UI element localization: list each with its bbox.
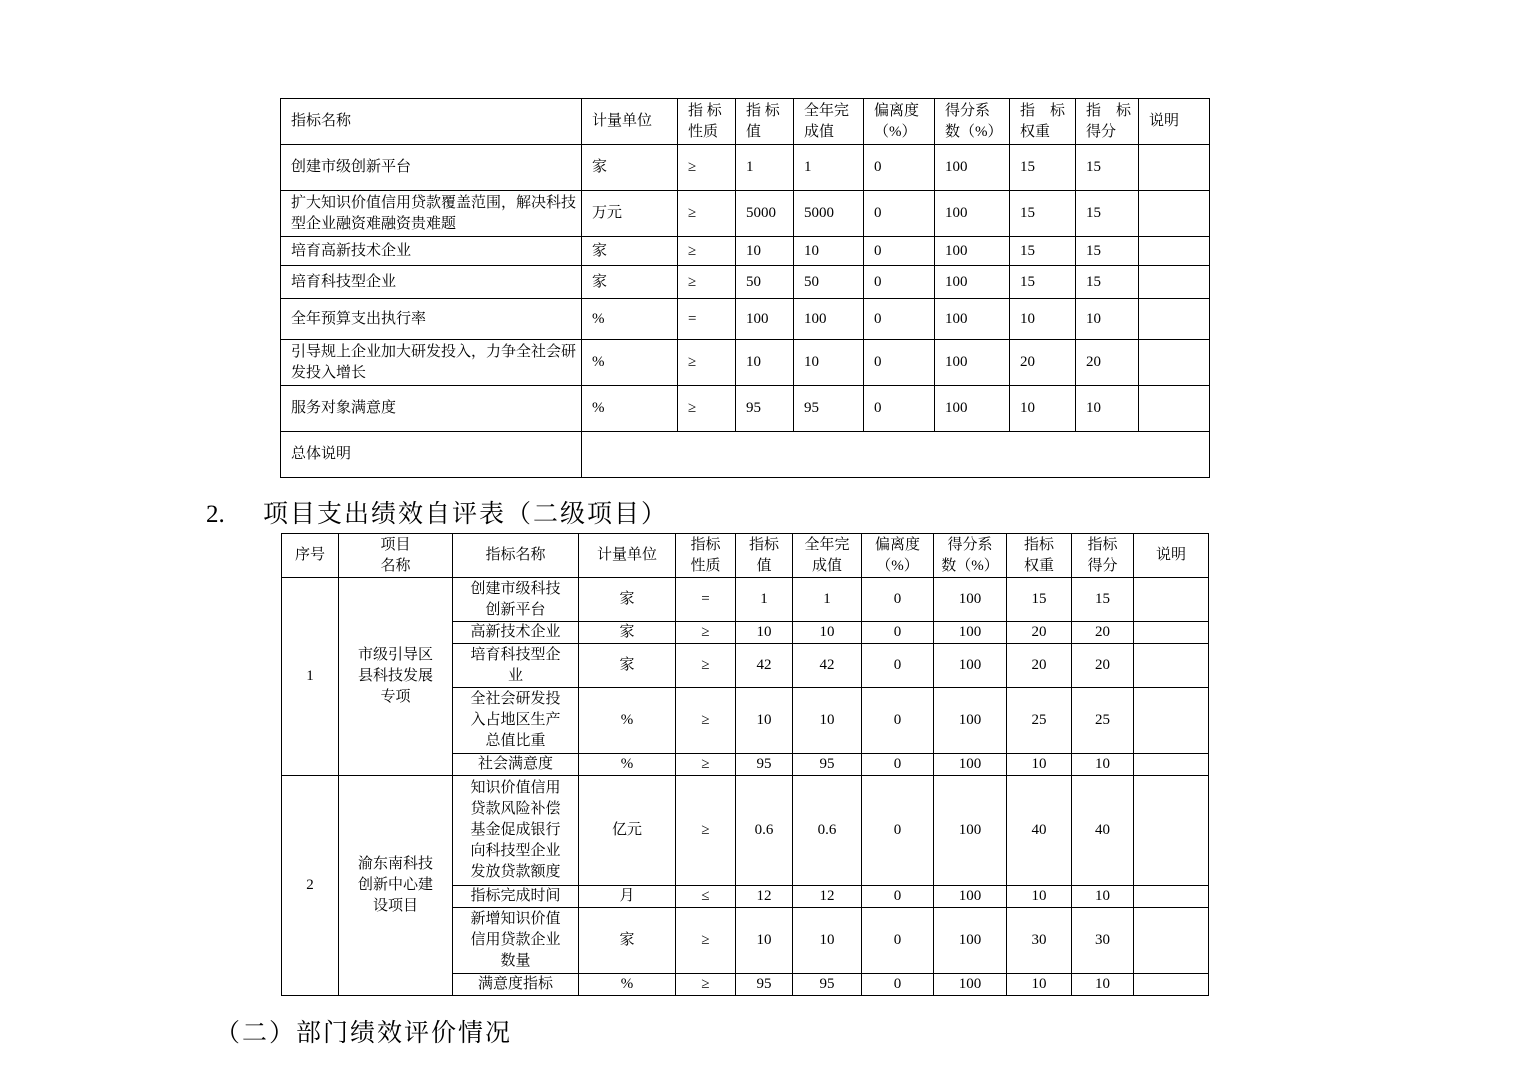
- table-cell: 全社会研发投 入占地区生产 总值比重: [453, 688, 579, 754]
- table-cell: 12: [736, 886, 793, 908]
- table-cell: [1134, 886, 1209, 908]
- table-cell: ≥: [678, 266, 736, 299]
- table-cell: 10: [736, 237, 794, 266]
- header-cell: 得分系 数（%）: [934, 534, 1007, 578]
- table-cell: ≥: [676, 908, 736, 974]
- table-cell: [1139, 299, 1210, 340]
- table-cell: 培育科技型企 业: [453, 644, 579, 688]
- table-cell: 10: [1010, 299, 1076, 340]
- table-cell: 万元: [582, 191, 678, 237]
- table-cell: 1: [736, 145, 794, 191]
- table-cell: 15: [1010, 237, 1076, 266]
- table-cell: [1134, 688, 1209, 754]
- table-cell: [1139, 340, 1210, 386]
- table-cell: 10: [794, 237, 864, 266]
- table-cell: 12: [793, 886, 862, 908]
- table-cell: 0: [862, 644, 934, 688]
- table-cell: 0: [862, 974, 934, 996]
- table-cell: 0: [864, 237, 935, 266]
- header-cell: 计量单位: [579, 534, 676, 578]
- table-cell: 42: [793, 644, 862, 688]
- table-cell: 10: [1007, 754, 1072, 776]
- table-row: [281, 386, 1210, 432]
- table-cell: 100: [934, 908, 1007, 974]
- table-cell: 10: [736, 622, 793, 644]
- table-cell: [1134, 776, 1209, 886]
- table-cell: 95: [736, 386, 794, 432]
- table-cell: 100: [935, 145, 1010, 191]
- header-cell: 指标名称: [453, 534, 579, 578]
- table-cell: 95: [793, 754, 862, 776]
- table-cell: ≥: [678, 145, 736, 191]
- header-cell: 说明: [1134, 534, 1209, 578]
- table-cell: ≥: [678, 237, 736, 266]
- section-title: 项目支出绩效自评表（二级项目）: [263, 499, 669, 528]
- table-cell: 家: [579, 622, 676, 644]
- header-cell: 说明: [1139, 99, 1210, 145]
- table-cell: 10: [1007, 886, 1072, 908]
- table-cell: 15: [1010, 266, 1076, 299]
- table-cell: 家: [579, 908, 676, 974]
- table-cell: 10: [1076, 386, 1139, 432]
- table-cell: %: [579, 974, 676, 996]
- table-header-row: [281, 99, 1210, 145]
- table-cell: 培育科技型企业: [281, 266, 582, 299]
- header-cell: 项目 名称: [339, 534, 453, 578]
- table-row: [282, 578, 1209, 622]
- table-cell: [1139, 386, 1210, 432]
- table-cell: 0: [862, 886, 934, 908]
- table-cell: %: [582, 340, 678, 386]
- table-cell: ≥: [678, 340, 736, 386]
- table-cell: 95: [793, 974, 862, 996]
- header-cell: 指标 权重: [1007, 534, 1072, 578]
- table-cell: %: [582, 299, 678, 340]
- header-cell: 指标 性质: [676, 534, 736, 578]
- table-cell: 0: [864, 340, 935, 386]
- table-cell: 10: [793, 622, 862, 644]
- table-cell: 100: [934, 688, 1007, 754]
- table-cell: [1139, 237, 1210, 266]
- table-cell: 扩大知识价值信用贷款覆盖范围，解决科技型企业融资难融资贵难题: [281, 191, 582, 237]
- table-cell: 月: [579, 886, 676, 908]
- table-cell: 创建市级创新平台: [281, 145, 582, 191]
- table-cell: ≥: [676, 622, 736, 644]
- table-cell: 指标完成时间: [453, 886, 579, 908]
- table-cell: 知识价值信用 贷款风险补偿 基金促成银行 向科技型企业 发放贷款额度: [453, 776, 579, 886]
- table-cell: 0: [864, 299, 935, 340]
- table-cell: [1134, 644, 1209, 688]
- table-cell: 0: [862, 688, 934, 754]
- table-header-row: [282, 534, 1209, 578]
- table-cell: 1: [794, 145, 864, 191]
- table-cell: ≥: [676, 776, 736, 886]
- section-number: 2.: [206, 501, 225, 528]
- table-cell: ≥: [676, 688, 736, 754]
- table-cell: 95: [736, 754, 793, 776]
- header-cell: 全年完 成值: [794, 99, 864, 145]
- table-cell: 100: [934, 974, 1007, 996]
- table-cell: 服务对象满意度: [281, 386, 582, 432]
- table-cell: 20: [1007, 622, 1072, 644]
- header-cell: 指标名称: [281, 99, 582, 145]
- table-cell: 100: [934, 578, 1007, 622]
- header-cell: 全年完 成值: [793, 534, 862, 578]
- header-cell: 指 标 性质: [678, 99, 736, 145]
- header-cell: 指 标 值: [736, 99, 794, 145]
- table-cell: 95: [736, 974, 793, 996]
- header-cell: 指标 得分: [1072, 534, 1134, 578]
- table-cell: 50: [794, 266, 864, 299]
- header-cell: 指标 值: [736, 534, 793, 578]
- table-cell: 家: [579, 578, 676, 622]
- table-cell: 1: [793, 578, 862, 622]
- table-cell: 15: [1010, 191, 1076, 237]
- table-cell: 100: [934, 754, 1007, 776]
- summary-label: 总体说明: [281, 432, 582, 478]
- table-cell: 10: [1072, 754, 1134, 776]
- table-cell: 0: [864, 386, 935, 432]
- header-cell: 序号: [282, 534, 339, 578]
- table-cell: [1134, 622, 1209, 644]
- table-cell: 满意度指标: [453, 974, 579, 996]
- table-cell: 100: [935, 299, 1010, 340]
- table-cell: 全年预算支出执行率: [281, 299, 582, 340]
- table-cell: 家: [582, 237, 678, 266]
- table-cell: 10: [1076, 299, 1139, 340]
- table-cell: [1134, 974, 1209, 996]
- table-cell: [1134, 908, 1209, 974]
- section-heading-project-table: [206, 494, 668, 530]
- table-cell: [1139, 191, 1210, 237]
- table-cell: 10: [1072, 974, 1134, 996]
- header-cell: 指 标 得分: [1076, 99, 1139, 145]
- table-cell: 10: [736, 908, 793, 974]
- table-row: [282, 776, 1209, 886]
- table-cell: %: [579, 754, 676, 776]
- table-cell: 0: [864, 191, 935, 237]
- table-cell: 新增知识价值 信用贷款企业 数量: [453, 908, 579, 974]
- table-cell: 0: [862, 578, 934, 622]
- table-cell: 0: [862, 622, 934, 644]
- header-cell: 计量单位: [582, 99, 678, 145]
- table-cell: 25: [1007, 688, 1072, 754]
- table-cell: 40: [1072, 776, 1134, 886]
- header-cell: 偏离度 （%）: [862, 534, 934, 578]
- project-seq: 2: [282, 776, 339, 996]
- table-cell: ≥: [678, 386, 736, 432]
- table-cell: 高新技术企业: [453, 622, 579, 644]
- table-cell: 亿元: [579, 776, 676, 886]
- table-row: [281, 145, 1210, 191]
- table-cell: 0: [862, 908, 934, 974]
- table-cell: 家: [579, 644, 676, 688]
- table-cell: 100: [935, 191, 1010, 237]
- table-cell: 5000: [736, 191, 794, 237]
- table-cell: 0: [864, 145, 935, 191]
- table-cell: 培育高新技术企业: [281, 237, 582, 266]
- table-cell: [1139, 266, 1210, 299]
- header-cell: 得分系 数（%）: [935, 99, 1010, 145]
- table-cell: 0: [862, 776, 934, 886]
- table-cell: 引导规上企业加大研发投入，力争全社会研发投入增长: [281, 340, 582, 386]
- header-cell: 偏离度 （%）: [864, 99, 935, 145]
- table-cell: 40: [1007, 776, 1072, 886]
- table-row: [281, 191, 1210, 237]
- table-cell: 30: [1007, 908, 1072, 974]
- table-cell: ≥: [678, 191, 736, 237]
- table-cell: 100: [935, 386, 1010, 432]
- table-cell: 15: [1076, 191, 1139, 237]
- table-cell: 50: [736, 266, 794, 299]
- project-indicator-table: [281, 533, 1209, 996]
- table-cell: ≥: [676, 644, 736, 688]
- summary-row: [281, 432, 1210, 478]
- table-cell: 社会满意度: [453, 754, 579, 776]
- table-cell: [1139, 145, 1210, 191]
- table-cell: 10: [793, 688, 862, 754]
- table-row: [281, 299, 1210, 340]
- table-cell: 0: [862, 754, 934, 776]
- table-cell: 15: [1010, 145, 1076, 191]
- section-heading-department-evaluation: （二）部门绩效评价情况: [215, 1018, 513, 1047]
- table-cell: 30: [1072, 908, 1134, 974]
- table-cell: 5000: [794, 191, 864, 237]
- table-cell: 100: [935, 237, 1010, 266]
- table-cell: 20: [1010, 340, 1076, 386]
- table-cell: 20: [1007, 644, 1072, 688]
- table-cell: 0.6: [736, 776, 793, 886]
- table-cell: 0.6: [793, 776, 862, 886]
- table-cell: 15: [1072, 578, 1134, 622]
- table-cell: =: [678, 299, 736, 340]
- table-row: [281, 237, 1210, 266]
- table-cell: 10: [1010, 386, 1076, 432]
- table-cell: 15: [1076, 145, 1139, 191]
- table-cell: ≥: [676, 974, 736, 996]
- table-cell: 10: [736, 340, 794, 386]
- table-cell: 创建市级科技 创新平台: [453, 578, 579, 622]
- table-cell: 10: [736, 688, 793, 754]
- table-cell: ≤: [676, 886, 736, 908]
- table-cell: 20: [1076, 340, 1139, 386]
- table-cell: [1134, 578, 1209, 622]
- table-cell: 42: [736, 644, 793, 688]
- project-name: 渝东南科技 创新中心建 设项目: [339, 776, 453, 996]
- project-name: 市级引导区 县科技发展 专项: [339, 578, 453, 776]
- table-cell: 100: [935, 340, 1010, 386]
- table-cell: 家: [582, 145, 678, 191]
- table-cell: 95: [794, 386, 864, 432]
- project-seq: 1: [282, 578, 339, 776]
- table-cell: 0: [864, 266, 935, 299]
- table-cell: 100: [794, 299, 864, 340]
- table-cell: 10: [1007, 974, 1072, 996]
- table-cell: 20: [1072, 644, 1134, 688]
- table-row: [281, 340, 1210, 386]
- table-cell: 家: [582, 266, 678, 299]
- table-cell: 100: [935, 266, 1010, 299]
- table-cell: 15: [1076, 266, 1139, 299]
- table-cell: 100: [934, 644, 1007, 688]
- table-cell: 100: [934, 886, 1007, 908]
- table-cell: 10: [1072, 886, 1134, 908]
- table-cell: 25: [1072, 688, 1134, 754]
- table-cell: =: [676, 578, 736, 622]
- table-cell: 100: [934, 776, 1007, 886]
- table-cell: [1134, 754, 1209, 776]
- table-cell: 10: [793, 908, 862, 974]
- table-cell: 15: [1076, 237, 1139, 266]
- indicator-table: [280, 98, 1210, 478]
- table-row: [281, 266, 1210, 299]
- summary-value: [582, 432, 1210, 478]
- header-cell: 指 标 权重: [1010, 99, 1076, 145]
- table-cell: 15: [1007, 578, 1072, 622]
- table-cell: 100: [934, 622, 1007, 644]
- table-cell: %: [579, 688, 676, 754]
- table-cell: 20: [1072, 622, 1134, 644]
- table-cell: ≥: [676, 754, 736, 776]
- table-cell: 1: [736, 578, 793, 622]
- table-cell: 10: [794, 340, 864, 386]
- table-cell: %: [582, 386, 678, 432]
- table-cell: 100: [736, 299, 794, 340]
